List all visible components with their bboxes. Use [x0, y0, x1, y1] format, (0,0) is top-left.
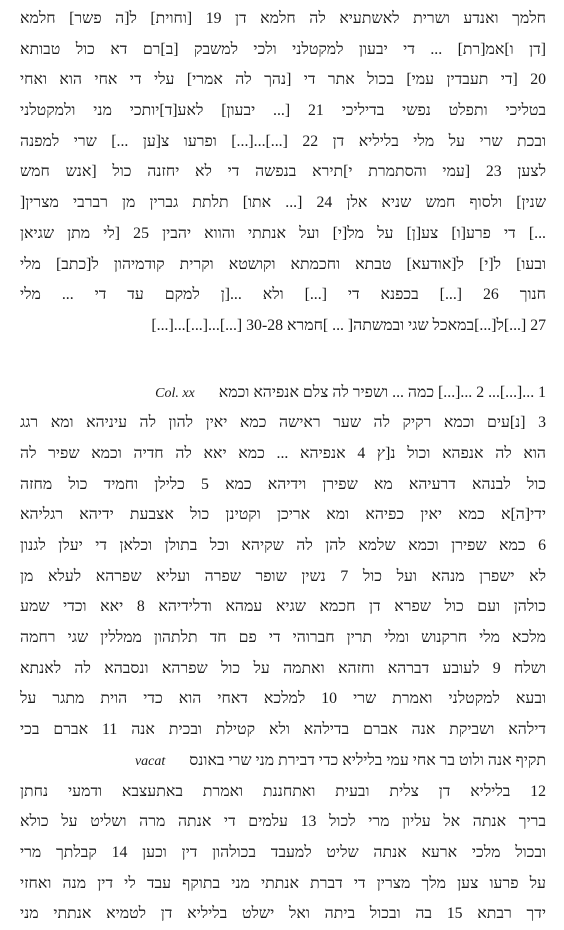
text-line: לצען 23 [עמי והסתמרת י]תירא בנפשה די לא יחזנה כול [אנש חמש	[20, 163, 546, 181]
text-line: 27 [...]ל[...]במאכל שגי ובמשתה[ ... ]חמרא 30-28 [...]...[...]...[...]	[151, 316, 546, 334]
text-line: ובכול מלכי ארעא אנתה שליט למעבד בכולהון דין וכען 14 קבלתך מרי	[20, 843, 546, 861]
text-line: ובעא למקטלני ואמרת שרי 10 למלכא דאחי הוא כדי הוית מתגר על	[20, 690, 546, 708]
text-line: ידך רבתא 15 בה ובכול ביתה ואל ישלט בליליא דן לטמיא אנתתי מני	[20, 905, 546, 923]
column-label: Col. xx	[155, 385, 195, 401]
text-line: לא ישפרן מנהא ועל כול 7 נשין שופר שפרה ועליא שפרהא לעלא מן	[20, 567, 546, 585]
text-line: ובעו] ל[י] ל[אודעא] טבתא וחכמתא וקושטא וקרית קודמיהון ל[כתב] מלי	[20, 255, 546, 273]
column-heading-line	[20, 378, 546, 409]
text-line: שנין] ולסוף חמש שניא אלן 24 [... אתו] תלתת גברין מן רברבי מצרין[	[20, 194, 546, 212]
text-line: חלמך ואנדע ושרית לאשתעיא לה חלמא דן 19 [וחוית] ל[ה פשר] חלמא	[20, 10, 546, 27]
text-line: על פרעו צען מלך מצרין די דברת אנתתי מני בתוקף עבד לי דין מנה ואחזי	[20, 874, 546, 892]
line-text: תקיף אנה ולוט בר אחי עמי בליליא כדי דבירת מני שרי באונס	[189, 751, 546, 769]
text-line: ובכת שרי על מלי בליליא דן 22 [...]...[...] ופרעו צ[ען ...] שרי למפנה	[20, 132, 546, 150]
text-line: בטליכי ותפלט נפשי בדיליכי 21 [... יבעון] לאע[ד]יותכי מני ולמקטלני	[20, 102, 546, 120]
text-line: 6 כמא שפירן וכמא שלמא להן לה שקיהא וכל בתולן וכלאן די יעלן לגנון	[20, 537, 546, 554]
vacat-line	[20, 746, 546, 777]
text-line: 3 [נ]עים וכמא רקיק לה שער ראישה כמא יאין להון לה עיניהא ומא רגג	[20, 414, 546, 432]
text-line: הוא לה אנפהא וכול נ[ץ 4 אנפיהא ... כמא יאא לה חדיה וכמא שפיר לה	[20, 444, 546, 462]
text-line: דילהא ושביקת אנה אברם בדילהא ולא קטילת ובכית אנה 11 אברם בכי	[20, 721, 546, 739]
text-line: בריך אנתה אל עליון מרי לכול 13 עלמים די אנתה מרה ושליט על כולא	[20, 813, 546, 831]
text-line: ושלח 9 לעובע דברהא וחזהא ואתמה על כול שפרהא ונסבהא לה לאנתא	[20, 659, 546, 677]
text-line: ...] די פרע[ו] צע[ן] על מל[י] ועל אנתתי והווא יהבין 25 [לי מתן שגיאן	[20, 224, 546, 242]
line-text: 1 ...[...]... 2 ...[...] כמה ... ושפיר לה צלם אנפיהא וכמא	[218, 383, 546, 401]
text-line: 12 בליליא דן צלית ובעית ואתחננת ואמרת באתעצבא ודמעי נחתן	[20, 782, 546, 800]
text-block-upper	[20, 4, 546, 342]
text-block-column-xx	[20, 378, 546, 930]
text-line: [דן ו]אמ[רת] ... די יבעון למקטלני ולכי למשבק [ב]רם דא כול טבותא	[20, 40, 546, 58]
text-line: ידי[ה]א כמא יאין כפיהא ומא אריכן וקטינן כול אצבעת ידיהא רגליהא	[20, 506, 546, 524]
text-line: מלכא מלי חרקנוש ומלי תרין חברוהי די פם חד תלתהון ממללין שגי רחמה	[20, 629, 546, 647]
vacat-label: vacat	[134, 753, 166, 769]
text-line: 20 [די תעבדין עמי] בכול אתר די [נהך לה אמרי] עלי די אחי הוא ואחי	[20, 71, 546, 89]
text-line: חנוך 26 [...] בכפנא די [...] ולא ...[ן למקם עד די ... מלי	[20, 286, 546, 304]
text-line: כולהן ועם כול שפרא דן חכמא שגיא עמהא ודלידיהא 8 יאא וכדי שמע	[20, 598, 546, 616]
text-line: כול לבנהא דרעיהא מא שפירן וידיהא כמא 5 כלילן וחמיד כול מחזה	[20, 475, 546, 493]
section-spacer	[20, 342, 546, 378]
